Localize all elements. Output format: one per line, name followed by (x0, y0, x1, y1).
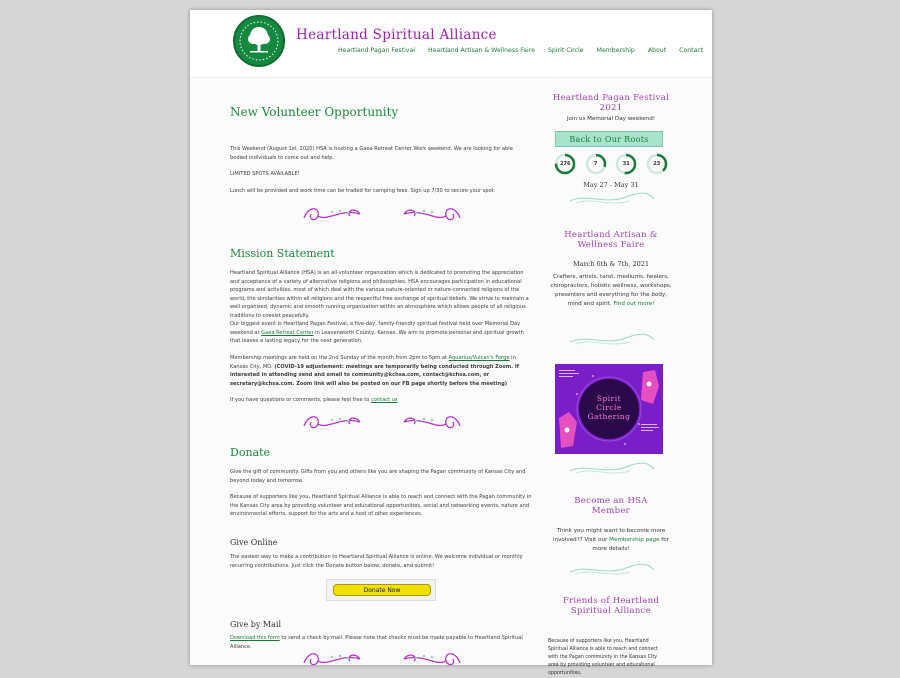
donate-paragraph-2: Because of supporters like you, Heartland Spiritual Alliance is able to reach and connect with the Pagan community in the Kansas City area by providing volunteer and educational opportunities, social and networking events, nature and environmental efforts, support for the arts and a host of other experiences. (230, 494, 532, 517)
page (190, 10, 712, 676)
countdown-days: 276 (554, 153, 576, 175)
flourish-divider (302, 647, 462, 671)
swirl-divider (566, 461, 656, 477)
contact-paragraph: If you have questions or comments, please feel free to contact us (230, 397, 398, 403)
nav-membership[interactable]: Membership (596, 47, 635, 54)
meetings-paragraph: Membership meetings are held on the 2nd Sunday of the month from 2pm to 5pm at Aquarius/Vulcan's Forge in Kansas City, MO. (COVID-19 adjustement: meetings are temporarily being conducted through Zoom. If interested in attending send and email to community@kchsa.com, contact@kchsa.com, or secretary@kchsa.com. Zoom link will also be posted on our FB page shortly before the meeting) (230, 355, 519, 387)
friends-text: Because of supporters like you, Heartland Spiritual Alliance is able to reach and connect with the Pagan community in the Kansas City area by providing volunteer and educational opportunities, (548, 639, 658, 676)
back-to-roots-banner: Back to Our Roots (555, 131, 663, 147)
give-online-heading: Give Online (230, 538, 278, 547)
festival-subtitle: Join us Memorial Day weekend! (566, 116, 656, 122)
faire-text: Crafters, artists, tarot, mediums, healers, chiropractors, holistic wellness, workshops, presenters and everything for the body, mind and spirit. Find out more! (550, 274, 672, 307)
contact-us-link[interactable]: contact us (371, 397, 398, 403)
volunteer-paragraph: This Weekend (August 1st, 2020) HSA is hosting a Gaea Retreat Center Work weekend. We are looking for able bodied individuals to come out and help. (230, 146, 513, 161)
volunteer-lunch: Lunch will be provided and work time can be traded for camping fees. Sign up 7/30 to secure your spot. (230, 188, 496, 194)
gaea-link[interactable]: Gaea Retreat Center (261, 329, 314, 336)
festival-paragraph: Our biggest event is Heartland Pagan Festival, a five-day, family-friendly spiritual festival held over Memorial Day weekend at Gaea Retreat Center in Leavenworth County, Kansas. We aim to promote personal and spiritual growth that leaves a lasting legacy for the next generation. (230, 321, 524, 344)
swirl-divider (566, 191, 656, 207)
countdown-hours: 7 (585, 153, 607, 175)
swirl-divider (566, 332, 656, 348)
donate-heading: Donate (230, 446, 271, 459)
countdown-minutes: 31 (615, 153, 637, 175)
volunteer-limited: LIMITED SPOTS AVAILABLE! (230, 171, 300, 177)
flourish-divider (302, 202, 462, 226)
aquarius-link[interactable]: Aquarius/Vulcan's Forge (448, 355, 510, 361)
site-header (190, 10, 712, 78)
swirl-divider (566, 562, 656, 578)
flourish-divider (302, 410, 462, 434)
give-mail-heading: Give by Mail (230, 620, 282, 629)
festival-title: Heartland Pagan Festival 2021 (552, 93, 670, 113)
nav-pagan-festival[interactable]: Heartland Pagan Festival (338, 47, 415, 54)
volunteer-heading: New Volunteer Opportunity (230, 105, 399, 119)
find-out-more-link[interactable]: Find out more! (613, 301, 655, 307)
nav-artisan-faire[interactable]: Heartland Artisan & Wellness Faire (427, 47, 535, 54)
donate-paragraph-1: Give the gift of community. Gifts from you and others like you are shaping the Pagan community of Kansas City and beyond today and tomorrow. (230, 469, 526, 484)
mission-heading: Mission Statement (230, 247, 335, 260)
member-text: Think you might want to become more involved?? Visit our Membership page for more details! (553, 528, 669, 552)
give-online-paragraph: The easiest way to make a contribution to Heartland Spiritual Alliance is online. We welcome individual or monthly recurring contributions. Just click the Donate button below, donate, and submit! (230, 554, 523, 569)
spirit-circle-poster[interactable] (555, 364, 663, 454)
festival-dates: May 27 - May 31 (583, 181, 639, 189)
logo[interactable] (233, 15, 285, 67)
member-title: Become an HSA Member (574, 496, 648, 516)
main-nav (338, 47, 703, 54)
mission-paragraph: Heartland Spiritual Alliance (HSA) is an all-volunteer organization which is dedicated to promoting the appreciation and acceptance of a variety of alternative religions and philosophies. HSA encourages participation in educational programs and activities, most of which deal with the various nature-oriented or nature-connected religions of the world, the similarities within all religions and the respectful free exchange of spiritual beliefs. We strive to maintain a well organized, dynamic and smooth running organization within an atmosphere which allows people of all religious traditions to coexist peacefully. (230, 270, 529, 319)
nav-contact[interactable]: Contact (679, 47, 704, 54)
tree-icon (235, 17, 283, 65)
nav-about[interactable]: About (647, 47, 667, 54)
friends-title: Friends of Heartland Spiritual Alliance (562, 596, 660, 616)
download-form-link[interactable]: Download this form (230, 635, 280, 641)
membership-page-link[interactable]: Membership page (609, 537, 660, 543)
countdown (550, 153, 672, 175)
donate-now-button[interactable]: Donate Now (333, 584, 431, 596)
site-title[interactable]: Heartland Spiritual Alliance (296, 27, 497, 43)
faire-title: Heartland Artisan & Wellness Faire (564, 230, 658, 250)
countdown-seconds: 23 (646, 153, 668, 175)
nav-spirit-circle[interactable]: Spirit Circle (548, 47, 584, 54)
poster-title: Spirit Circle Gathering (587, 394, 631, 421)
faire-date: March 6th & 7th, 2021 (573, 260, 649, 268)
give-mail-paragraph: Download this form to send a check by mail. Please note that checks must be made payable to Heartland Spiritual Alliance. (230, 635, 523, 650)
donate-button-frame (326, 579, 436, 601)
